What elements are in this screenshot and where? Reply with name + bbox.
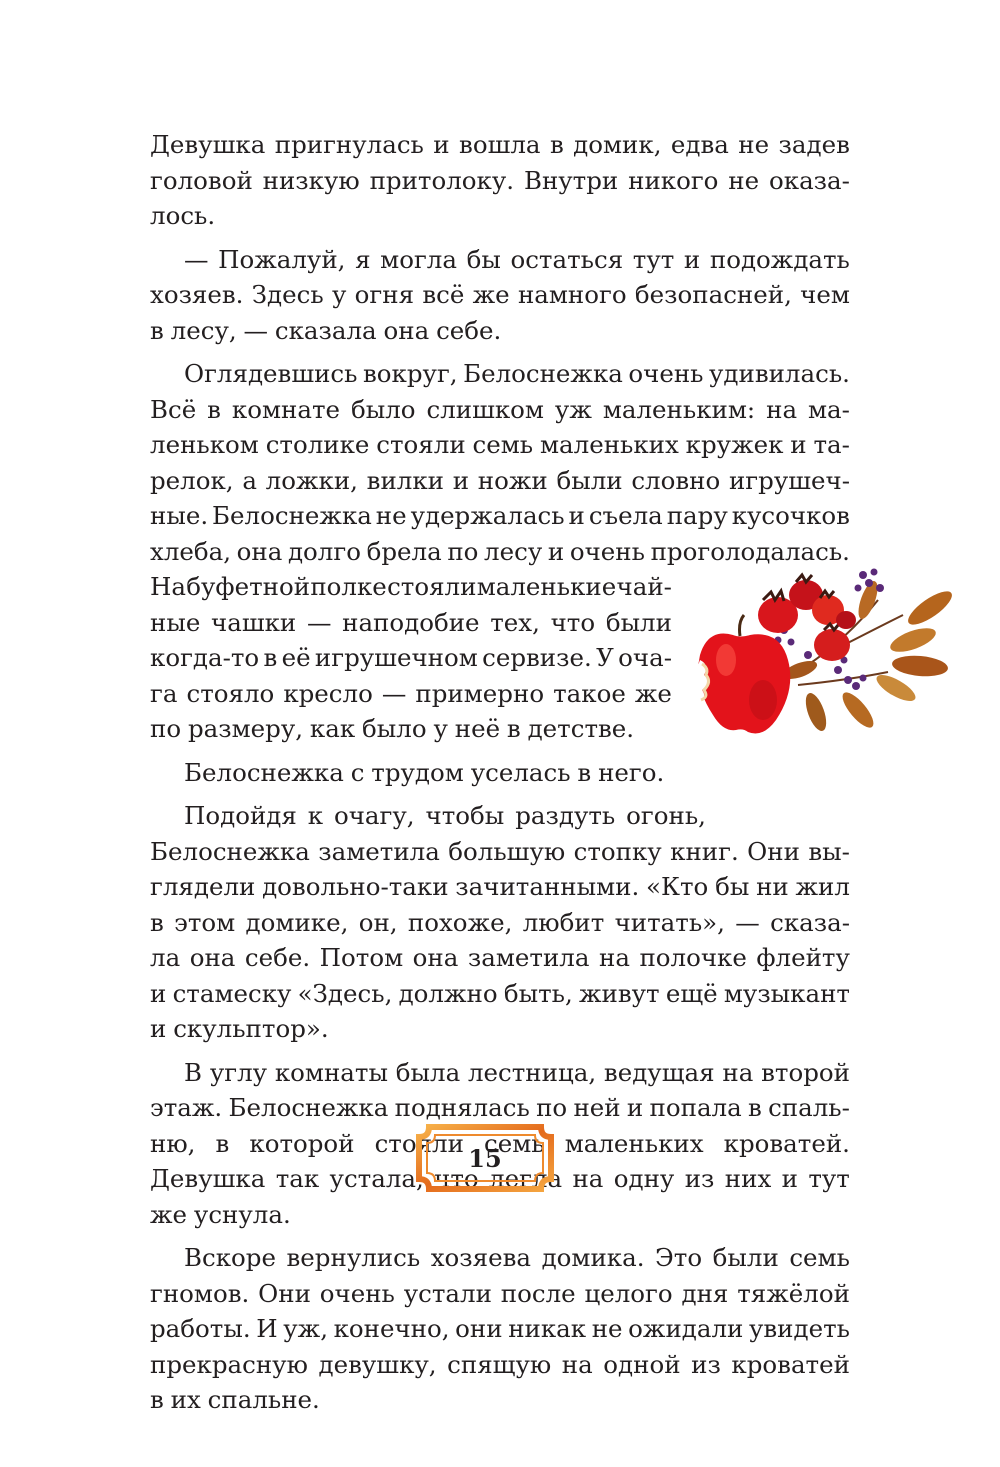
word: же <box>634 678 672 708</box>
word: кроватей. <box>723 1128 850 1158</box>
word: что <box>434 1164 479 1193</box>
word: вилки <box>366 465 444 495</box>
word: и <box>150 978 167 1008</box>
word: попала <box>649 1093 742 1122</box>
word: чтобы <box>425 801 505 830</box>
word: углу <box>209 1057 268 1087</box>
text-line <box>150 711 672 747</box>
word: спаль- <box>768 1093 850 1122</box>
word: в <box>150 315 164 345</box>
text-line <box>150 356 850 392</box>
word: в <box>150 907 164 937</box>
word: она <box>189 943 236 972</box>
word: в <box>215 1128 230 1158</box>
word: и <box>433 130 450 159</box>
word: словно <box>631 465 721 495</box>
word: ножи <box>477 465 548 495</box>
word: в <box>263 643 278 672</box>
word: на <box>766 394 798 424</box>
word: ные. <box>150 501 209 530</box>
word: детстве. <box>527 714 635 743</box>
text-line <box>150 605 672 641</box>
word: любит <box>522 907 605 937</box>
word: спальне. <box>207 1385 320 1414</box>
word: и <box>568 501 585 530</box>
word: тяжёлой <box>737 1278 850 1308</box>
word: кроватей <box>731 1349 850 1379</box>
word: сказала <box>274 315 377 345</box>
text-line <box>150 976 850 1012</box>
word: кружек <box>685 430 784 459</box>
word: домик, <box>573 130 662 159</box>
text-line <box>150 198 850 234</box>
text-line <box>150 940 850 976</box>
word: бы <box>715 872 750 901</box>
word: очагу, <box>333 801 415 830</box>
word: лестница, <box>467 1057 597 1087</box>
word: релок, <box>150 465 234 495</box>
word: очень <box>569 536 645 566</box>
word: полочке <box>639 943 747 972</box>
word: пару <box>666 501 728 530</box>
word: подождать <box>709 244 850 274</box>
word: маленьких <box>564 1128 704 1158</box>
page-number: 15 <box>468 1143 502 1173</box>
paragraph-gap <box>150 348 850 356</box>
text-line <box>150 498 850 534</box>
word: и <box>452 465 470 495</box>
word: в <box>549 130 564 159</box>
word: и <box>683 244 701 274</box>
word: музыкант <box>723 978 850 1008</box>
word: Подойдя <box>184 801 297 830</box>
word: она <box>383 315 430 345</box>
word: по <box>536 1093 568 1122</box>
word: хозяева <box>430 1243 532 1272</box>
word: когда-то <box>150 643 260 672</box>
word: я <box>355 244 371 274</box>
text-line <box>150 755 706 791</box>
word: Они <box>258 1278 311 1308</box>
word: и <box>150 1014 167 1043</box>
text-line <box>150 277 850 313</box>
word: ложки, <box>265 465 358 495</box>
word: Это <box>655 1243 703 1272</box>
word: не <box>375 501 407 530</box>
text-line <box>150 1276 850 1312</box>
word: Белоснежка <box>228 1093 389 1122</box>
text-line <box>150 1382 850 1418</box>
word: так <box>275 1164 320 1193</box>
text-line <box>150 569 672 605</box>
word: читать», <box>614 907 725 937</box>
word: га <box>150 678 178 708</box>
apple-rosehip-illustration <box>688 560 958 745</box>
text-line <box>150 1311 850 1347</box>
word: уселась <box>470 757 571 787</box>
word: Белоснежка <box>463 359 623 388</box>
word: к <box>307 801 324 830</box>
text-line <box>150 163 850 199</box>
word: Девушка <box>150 1164 266 1193</box>
word: стояли <box>374 1128 464 1158</box>
word: зачитанными. <box>455 872 640 901</box>
word: устали <box>403 1278 492 1308</box>
word: Потом <box>319 943 404 972</box>
word: удивилась. <box>708 359 850 388</box>
word: и <box>547 536 565 566</box>
word: игрушечном <box>314 643 478 672</box>
paragraph-gap <box>150 234 850 242</box>
word: бы <box>466 244 501 274</box>
word: слишком <box>426 394 544 424</box>
text-line <box>150 463 850 499</box>
word: маленьким: <box>602 394 756 424</box>
word: по <box>447 536 479 566</box>
word: стояли <box>387 572 477 601</box>
word: ещё <box>665 978 718 1008</box>
text-line <box>150 905 850 941</box>
word: быть, <box>503 978 573 1008</box>
word: едва <box>670 130 729 159</box>
word: и <box>781 1164 798 1193</box>
word: похоже, <box>407 907 513 937</box>
word: вернулись <box>286 1243 421 1272</box>
word: безопасней, <box>634 280 792 309</box>
word: были <box>556 465 623 495</box>
word: всё <box>422 280 465 309</box>
word: они <box>455 1314 503 1343</box>
word: из <box>691 1349 721 1379</box>
word: вокруг, <box>362 359 458 388</box>
word: удержалась <box>410 501 565 530</box>
word: глядели <box>150 872 256 901</box>
text-line <box>150 1240 850 1276</box>
text-line <box>150 427 850 463</box>
word: уснула. <box>193 1199 291 1229</box>
word: чем <box>800 280 850 309</box>
word: скульптор». <box>173 1014 329 1043</box>
word: довольно-таки <box>262 872 449 901</box>
word: гномов. <box>150 1278 250 1308</box>
word: заметила <box>318 836 440 866</box>
word: съела <box>588 501 663 530</box>
word: целого <box>584 1278 673 1308</box>
word: заметила <box>467 943 590 972</box>
word: в <box>207 394 221 424</box>
word: после <box>500 1278 576 1308</box>
word: Здесь <box>251 280 324 309</box>
word: должно <box>398 978 498 1008</box>
word: головой <box>150 165 253 195</box>
word: Оглядевшись <box>184 359 358 388</box>
word: устала, <box>329 1164 424 1193</box>
word: она <box>412 943 459 972</box>
word: стояли <box>376 430 466 459</box>
word: стопку <box>573 836 662 866</box>
word: Они <box>747 836 800 866</box>
word: увидеть <box>748 1314 850 1343</box>
word: хозяев. <box>150 280 244 309</box>
word: же <box>150 1199 188 1229</box>
text-line <box>150 127 850 163</box>
word: большую <box>448 836 566 866</box>
word: комнаты <box>274 1057 388 1087</box>
text-line <box>150 676 672 712</box>
word: семь <box>484 1128 545 1158</box>
body-text <box>150 127 850 1418</box>
word: в <box>506 714 521 743</box>
word: а <box>242 465 257 495</box>
text-line <box>150 242 850 278</box>
word: на <box>722 1057 754 1087</box>
word: спящую <box>447 1349 552 1379</box>
word: него. <box>598 757 665 787</box>
word: одну <box>613 1164 675 1193</box>
word: та- <box>813 430 850 459</box>
word: этом <box>174 907 236 937</box>
word: — <box>306 607 332 637</box>
word: ла <box>150 943 181 972</box>
word: их <box>170 1385 201 1414</box>
word: леньком <box>150 430 259 459</box>
word: в <box>577 757 592 787</box>
word: — <box>184 244 209 274</box>
word: ожидали <box>628 1314 744 1343</box>
word: по <box>150 714 182 743</box>
text-line <box>150 1011 850 1047</box>
word: ню, <box>150 1128 196 1158</box>
word: Всё <box>150 394 197 424</box>
word: девушку, <box>318 1349 437 1379</box>
word: намного <box>517 280 627 309</box>
word: ма- <box>808 394 850 424</box>
word: себе. <box>436 315 502 345</box>
word: низкую <box>262 165 360 195</box>
word: стамеску <box>172 978 292 1008</box>
word: у <box>433 714 448 743</box>
word: в <box>150 1385 164 1414</box>
word: Пожалуй, <box>218 244 346 274</box>
word: не <box>591 1314 623 1343</box>
word: на <box>572 1164 604 1193</box>
word: «Здесь, <box>297 978 393 1008</box>
word: маленькие <box>476 572 617 601</box>
word: задев <box>778 130 850 159</box>
word: полке <box>310 572 387 601</box>
word: сервизе. <box>482 643 592 672</box>
text-line <box>150 1347 850 1383</box>
word: она <box>236 536 283 566</box>
word: на <box>598 943 630 972</box>
word: раздуть <box>515 801 616 830</box>
word: одной <box>603 1349 681 1379</box>
word: книг. <box>670 836 739 866</box>
word: очень <box>319 1278 395 1308</box>
word: долго <box>287 536 361 566</box>
paragraph-gap <box>150 1047 850 1055</box>
text-line <box>150 1090 850 1126</box>
word: Внутри <box>523 165 619 195</box>
text-line <box>150 1197 850 1233</box>
text-line <box>150 869 850 905</box>
word: легла <box>489 1164 563 1193</box>
word: примерно <box>415 678 545 708</box>
word: вы- <box>808 836 850 866</box>
word: лесу <box>484 536 543 566</box>
word: пригнулась <box>274 130 424 159</box>
word: ни <box>756 872 789 901</box>
word: огня <box>354 280 415 309</box>
word: вошла <box>459 130 541 159</box>
word: неё <box>454 714 501 743</box>
text-line <box>150 834 850 870</box>
word: было <box>362 714 427 743</box>
word: очень <box>628 359 704 388</box>
word: стояло <box>186 678 275 708</box>
word: лось. <box>150 201 216 230</box>
word: них <box>724 1164 772 1193</box>
word: Белоснежка <box>212 501 372 530</box>
word: могла <box>380 244 457 274</box>
word: размеру, <box>187 714 304 743</box>
word: конечно, <box>333 1314 450 1343</box>
word: чай- <box>616 572 672 601</box>
word: работы. <box>150 1314 251 1343</box>
word: огонь, <box>626 801 706 830</box>
word: её <box>281 643 311 672</box>
word: же <box>472 280 510 309</box>
word: с <box>350 757 365 787</box>
word: была <box>395 1057 461 1087</box>
word: которой <box>249 1128 355 1158</box>
text-line <box>150 1055 850 1091</box>
word: чашки <box>211 607 297 637</box>
word: столике <box>265 430 370 459</box>
word: ведущая <box>603 1057 715 1087</box>
word: комнате <box>231 394 341 424</box>
word: — <box>243 315 269 345</box>
word: уж <box>554 394 592 424</box>
word: жил <box>795 872 850 901</box>
word: кресло <box>283 678 373 708</box>
word: тех, <box>490 607 540 637</box>
text-line <box>150 313 850 349</box>
word: были <box>712 1243 779 1272</box>
word: У <box>596 643 614 672</box>
word: домике, <box>245 907 349 937</box>
word: буфетной <box>186 572 311 601</box>
word: Белоснежка <box>150 836 310 866</box>
word: как <box>309 714 356 743</box>
word: остаться <box>510 244 624 274</box>
word: В <box>184 1057 203 1087</box>
paragraph-gap <box>150 790 850 798</box>
word: ные <box>150 607 201 637</box>
word: никак <box>508 1314 587 1343</box>
word: игрушеч- <box>728 465 850 495</box>
word: притолоку. <box>369 165 515 195</box>
word: уж, <box>283 1314 328 1343</box>
word: тут <box>632 244 675 274</box>
word: Белоснежка <box>184 757 344 787</box>
word: лесу, <box>170 315 237 345</box>
word: из <box>684 1164 715 1193</box>
word: домика. <box>541 1243 645 1272</box>
word: ней <box>573 1093 621 1122</box>
word: наподобие <box>342 607 480 637</box>
word: оказа- <box>769 165 850 195</box>
paragraph-gap <box>150 1232 850 1240</box>
paragraph-gap <box>150 747 850 755</box>
word: этаж. <box>150 1093 223 1122</box>
word: И <box>256 1314 278 1343</box>
word: на <box>561 1349 593 1379</box>
word: «Кто <box>646 872 709 901</box>
word: Девушка <box>150 130 266 159</box>
word: проголодалась. <box>650 536 850 566</box>
word: в <box>748 1093 762 1122</box>
word: семь <box>472 430 534 459</box>
word: Вскоре <box>184 1243 276 1272</box>
word: такое <box>553 678 626 708</box>
word: — <box>381 678 407 708</box>
word: тут <box>808 1164 850 1193</box>
word: не <box>728 165 760 195</box>
word: себе. <box>244 943 311 972</box>
word: хлеба, <box>150 536 232 566</box>
word: было <box>350 394 416 424</box>
word: что <box>550 607 596 637</box>
word: никого <box>628 165 719 195</box>
word: и <box>626 1093 644 1122</box>
word: маленьких <box>539 430 679 459</box>
word: флейту <box>756 943 850 972</box>
word: брела <box>366 536 442 566</box>
text-line <box>150 392 850 428</box>
word: не <box>738 130 770 159</box>
word: живут <box>578 978 660 1008</box>
word: он, <box>358 907 398 937</box>
word: сказа- <box>770 907 850 937</box>
word: оча- <box>618 643 672 672</box>
word: были <box>605 607 672 637</box>
word: поднялась <box>394 1093 530 1122</box>
text-line <box>150 640 672 676</box>
word: второй <box>761 1057 850 1087</box>
word: у <box>331 280 347 309</box>
text-line <box>150 798 706 834</box>
word: дня <box>681 1278 729 1308</box>
word: семь <box>789 1243 850 1272</box>
word: и <box>790 430 807 459</box>
word: На <box>150 572 186 601</box>
word: — <box>735 907 760 937</box>
word: трудом <box>371 757 464 787</box>
word: кусочков <box>731 501 850 530</box>
word: прекрасную <box>150 1349 308 1379</box>
